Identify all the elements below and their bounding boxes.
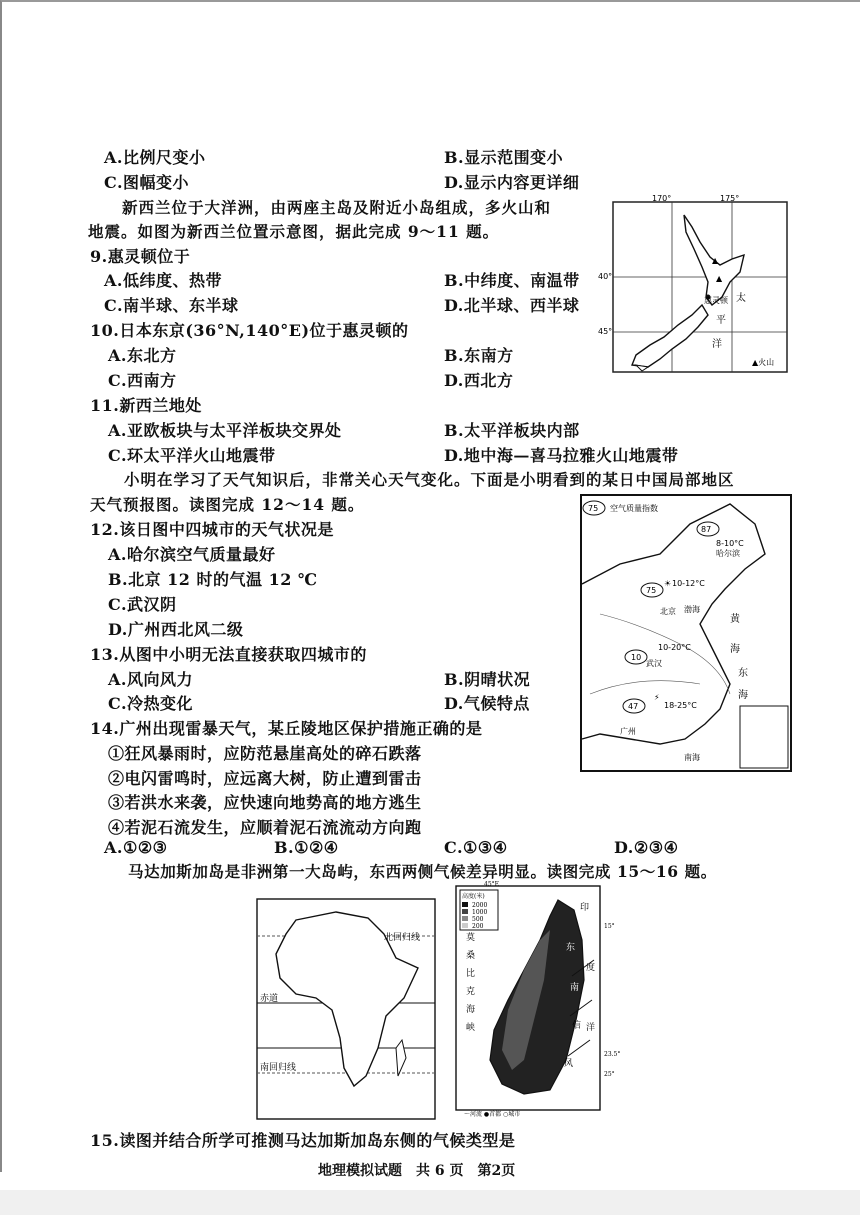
guangzhou-temp: 18-25°C (664, 701, 697, 710)
tropic-south-label: 南回归线 (260, 1063, 297, 1073)
guangzhou-label: 广州 (620, 727, 636, 736)
lat-label-45: 45° (598, 327, 613, 336)
bottom-band (0, 1190, 860, 1215)
q11-stem: 11.新西兰地处 (90, 396, 202, 415)
q8-option-a: A.比例尺变小 (104, 148, 206, 167)
legend-aqi-label: 空气质量指数 (610, 504, 658, 513)
east-sea-label-2: 海 (738, 690, 748, 701)
trade-wind-label-2: 南 (570, 983, 580, 993)
q8-option-b: B.显示范围变小 (444, 148, 564, 167)
yellow-sea-label-1: 黄 (730, 614, 740, 625)
q8-option-d: D.显示内容更详细 (444, 173, 580, 192)
q10-option-a: A.东北方 (108, 346, 177, 365)
wuhan-temp: 10-20°C (658, 643, 691, 652)
q10-option-d: D.西北方 (444, 371, 514, 390)
intro-nz-line1: 新西兰位于大洋洲，由两座主岛及附近小岛组成，多火山和 (122, 198, 552, 217)
q14-statement-2: ②电闪雷鸣时，应远离大树，防止遭到雷击 (108, 769, 422, 788)
mozambique-label-1: 莫 (466, 933, 476, 943)
lon-label-170: 170° (652, 194, 672, 203)
new-zealand-map (598, 194, 788, 373)
mozambique-label-6: 峡 (466, 1023, 476, 1033)
q12-option-a: A.哈尔滨空气质量最好 (108, 545, 276, 564)
intro-weather-line1: 小明在学习了天气知识后，非常关心天气变化。下面是小明看到的某日中国局部地区 (124, 470, 735, 489)
tropic-north-label: 北回归线 (384, 933, 421, 943)
indian-ocean-label-3: 洋 (586, 1023, 596, 1033)
q9-option-d: D.北半球、西半球 (444, 296, 580, 315)
elevation-legend-title: 高度(米) (462, 893, 485, 900)
q8-option-c: C.图幅变小 (104, 173, 190, 192)
guangzhou-aqi: 47 (628, 702, 639, 711)
wuhan-aqi: 10 (631, 653, 642, 662)
lon-label-45e: 45°E (484, 881, 500, 888)
intro-weather-line2: 天气预报图。读图完成 12～14 题。 (90, 495, 365, 514)
q13-option-d: D.气候特点 (444, 694, 530, 713)
harbin-aqi: 87 (701, 525, 712, 534)
trade-wind-label-3: 信 (572, 1021, 582, 1031)
q14-statement-1: ①狂风暴雨时，应防范悬崖高处的碎石跌落 (108, 744, 422, 763)
q9-option-a: A.低纬度、热带 (104, 271, 222, 290)
q10-option-b: B.东南方 (444, 346, 514, 365)
sun-icon: ☀ (664, 579, 672, 588)
elevation-200: 200 (472, 923, 484, 930)
q15-stem: 15.读图并结合所学可推测马达加斯加岛东侧的气候类型是 (90, 1131, 516, 1150)
lat-label-25: 25° (604, 1071, 615, 1078)
china-weather-map (580, 494, 792, 772)
q10-stem: 10.日本东京(36°N,140°E)位于惠灵顿的 (90, 321, 409, 340)
east-sea-label-1: 东 (738, 668, 748, 679)
south-sea-label: 南海 (684, 753, 700, 762)
elevation-1000: 1000 (472, 909, 488, 916)
elevation-2000: 2000 (472, 902, 488, 909)
intro-madagascar: 马达加斯加岛是非洲第一大岛屿，东西两侧气候差异明显。读图完成 15～16 题。 (128, 862, 717, 881)
lon-label-175: 175° (720, 194, 740, 203)
volcano-legend: ▲火山 (752, 358, 775, 367)
harbin-label: 哈尔滨 (716, 549, 740, 558)
q12-option-d: D.广州西北风二级 (108, 620, 244, 639)
q14-statement-4: ④若泥石流发生，应顺着泥石流流动方向跑 (108, 818, 422, 837)
q9-stem: 9.惠灵顿位于 (90, 247, 191, 266)
legend-aqi-value: 75 (588, 504, 599, 513)
wuhan-label: 武汉 (646, 659, 662, 668)
thunder-icon: ⚡ (654, 693, 660, 702)
africa-map (256, 898, 436, 1120)
indian-ocean-label-2: 度 (586, 963, 596, 973)
page-footer: 地理模拟试题 共 6 页 第2页 (318, 1163, 516, 1179)
pacific-label-1: 太 (736, 293, 746, 304)
pacific-label-2: 平 (716, 315, 726, 326)
indian-ocean-label-1: 印 (580, 903, 590, 913)
equator-label: 赤道 (260, 994, 279, 1004)
beijing-label: 北京 (660, 607, 676, 616)
q13-option-a: A.风向风力 (108, 670, 193, 689)
mozambique-label-2: 桑 (466, 951, 476, 961)
beijing-aqi: 75 (646, 586, 657, 595)
madagascar-map (454, 880, 621, 1120)
trade-wind-label-4: 风 (564, 1059, 574, 1069)
q9-option-b: B.中纬度、南温带 (444, 271, 580, 290)
q11-option-a: A.亚欧板块与太平洋板块交界处 (108, 421, 342, 440)
harbin-temp: 8-10°C (716, 539, 744, 548)
q13-stem: 13.从图中小明无法直接获取四城市的 (90, 645, 367, 664)
q14-option-d: D.②③④ (614, 838, 679, 857)
q11-option-b: B.太平洋板块内部 (444, 421, 580, 440)
q11-option-c: C.环太平洋火山地震带 (108, 446, 276, 465)
mozambique-label-4: 克 (466, 987, 476, 997)
q10-option-c: C.西南方 (108, 371, 177, 390)
pacific-label-3: 洋 (712, 339, 722, 350)
mozambique-label-3: 比 (466, 969, 476, 979)
elevation-500: 500 (472, 916, 484, 923)
q14-option-a: A.①②③ (104, 838, 168, 857)
q13-option-c: C.冷热变化 (108, 694, 194, 713)
yellow-sea-label-2: 海 (730, 644, 740, 655)
q14-option-c: C.①③④ (444, 838, 508, 857)
volcano-icon: ▲ (716, 274, 723, 283)
volcano-icon: ▲ (712, 256, 719, 265)
q14-option-b: B.①②④ (274, 838, 339, 857)
bohai-label: 渤海 (684, 605, 700, 614)
q9-option-c: C.南半球、东半球 (104, 296, 239, 315)
q14-statement-3: ③若洪水来袭，应快速向地势高的地方逃生 (108, 793, 422, 812)
q13-option-b: B.阴晴状况 (444, 670, 531, 689)
map-legend-bottom: ～河流 ●首都 ○城市 (464, 1111, 521, 1118)
beijing-temp: 10-12°C (672, 579, 705, 588)
lat-label-15: 15° (604, 923, 615, 930)
mozambique-label-5: 海 (466, 1005, 476, 1015)
lat-label-23-5: 23.5° (604, 1051, 621, 1058)
q12-option-c: C.武汉阴 (108, 595, 177, 614)
lat-label-40: 40° (598, 272, 613, 281)
trade-wind-label-1: 东 (566, 943, 576, 953)
q11-option-d: D.地中海—喜马拉雅火山地震带 (444, 446, 679, 465)
wellington-label: 惠灵顿 (704, 296, 728, 305)
intro-nz-line2: 地震。如图为新西兰位置示意图，据此完成 9～11 题。 (88, 222, 500, 241)
q14-stem: 14.广州出现雷暴天气，某丘陵地区保护措施正确的是 (90, 719, 483, 738)
q12-option-b: B.北京 12 时的气温 12 ℃ (108, 570, 318, 589)
q12-stem: 12.该日图中四城市的天气状况是 (90, 520, 334, 539)
